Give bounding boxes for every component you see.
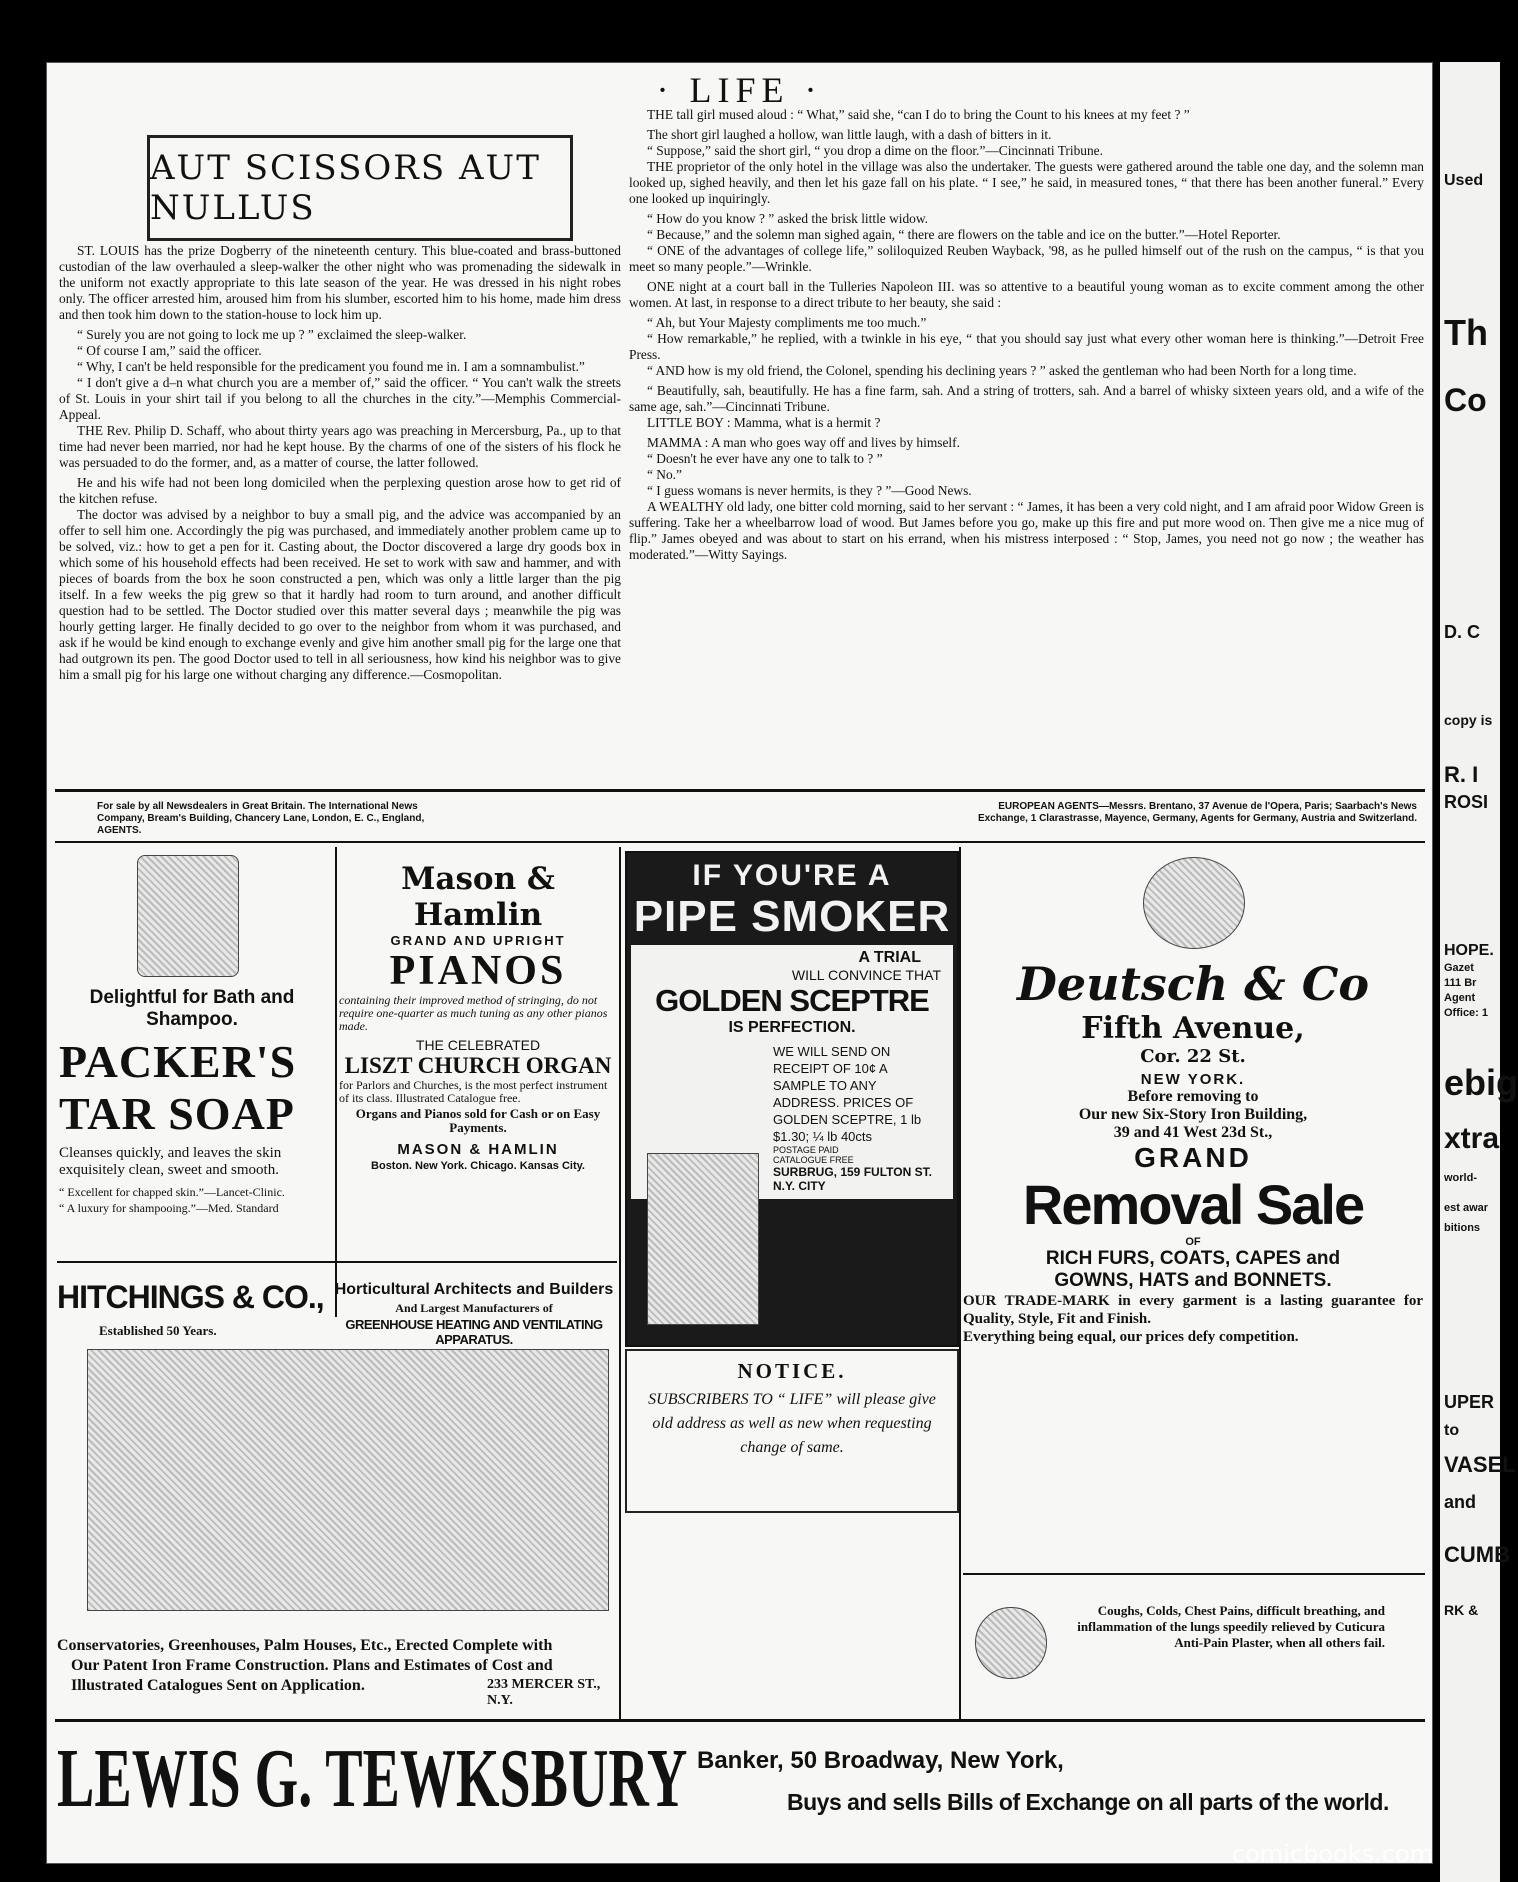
section-title: AUT SCISSORS AUT NULLUS bbox=[150, 148, 541, 228]
pipe-line-5: IS PERFECTION. bbox=[728, 1019, 856, 1036]
packers-quote-2: “ A luxury for shampooing.”—Med. Standard bbox=[59, 1201, 279, 1215]
divider bbox=[55, 841, 1425, 843]
strip-fragment: ROSI bbox=[1444, 792, 1489, 812]
article-paragraph: “ Of course I am,” said the officer. bbox=[77, 343, 262, 358]
strip-fragment: HOPE. bbox=[1444, 942, 1494, 959]
hitchings-ad bbox=[57, 1269, 617, 1717]
golden-sceptre-ad bbox=[625, 851, 959, 1347]
pipe-smoker-illustration bbox=[647, 1153, 759, 1325]
deutsch-before: Before removing to bbox=[1127, 1088, 1259, 1105]
left-article-column bbox=[59, 243, 621, 683]
cuticura-body: Coughs, Colds, Chest Pains, difficult breathing, and inflammation of the lungs speedily relieved by Cuticura Anti-Pain Plaster, when all others fail. bbox=[1077, 1603, 1385, 1650]
deutsch-items-1: RICH FURS, COATS, CAPES and bbox=[1045, 1248, 1341, 1269]
article-paragraph: “ How remarkable,” he replied, with a twinkle in his eye, “ that you should say just what every other woman here is thinking.”—Detroit Free Press. bbox=[629, 331, 1424, 362]
article-paragraph: “ I guess womans is never hermits, is they ? ”—Good News. bbox=[647, 483, 972, 498]
hitchings-line-3: GREENHOUSE HEATING AND VENTILATING APPARATUS. bbox=[345, 1317, 603, 1347]
article-paragraph: ONE night at a court ball in the Tulleries Napoleon III. was so attentive to a beautiful young woman as to excite comment among the other women. At last, in response to a direct tribute to her beauty, she said : bbox=[629, 279, 1424, 310]
mason-brand: Mason & Hamlin bbox=[401, 861, 555, 933]
cuticura-ad bbox=[965, 1583, 1423, 1703]
deutsch-equal: Everything being equal, our prices defy competition. bbox=[963, 1329, 1299, 1345]
article-paragraph: “ ONE of the advantages of college life,” soliloquized Reuben Wayback, '98, as he pulled himself out of the rush on the campus, “ is that you meet so many people.”—Wrinkle. bbox=[629, 243, 1424, 274]
hitchings-body-1: Conservatories, Greenhouses, Palm Houses, Etc., Erected Complete with bbox=[57, 1637, 553, 1654]
hitchings-address: 233 MERCER ST., N.Y. bbox=[487, 1677, 601, 1708]
pipe-offer: WE WILL SEND ON RECEIPT OF 10¢ A SAMPLE TO ANY ADDRESS. PRICES OF GOLDEN SCEPTRE, 1 lb $1.30; ¼ lb 40cts bbox=[773, 1044, 922, 1144]
mason-organ-desc: for Parlors and Churches, is the most perfect instrument of its class. Illustrated Catalogue free. bbox=[339, 1078, 608, 1105]
child-in-tub-illustration bbox=[137, 855, 239, 977]
hitchings-line-2: And Largest Manufacturers of bbox=[395, 1301, 553, 1315]
strip-fragment: UPER bbox=[1444, 1392, 1495, 1412]
deutsch-trademark: OUR TRADE-MARK in every garment is a lasting guarantee for Quality, Style, Fit and Finish. bbox=[963, 1293, 1423, 1327]
article-paragraph: “ Surely you are not going to lock me up ? ” exclaimed the sleep-walker. bbox=[77, 327, 467, 342]
deutsch-brand: Deutsch & Co bbox=[1016, 957, 1370, 1011]
strip-fragment: Gazet bbox=[1444, 962, 1474, 974]
strip-fragment: D. C bbox=[1444, 622, 1480, 642]
pipe-line-3: A TRIAL bbox=[858, 949, 921, 966]
hitchings-body-3: Illustrated Catalogues Sent on Application. bbox=[71, 1677, 365, 1694]
divider bbox=[55, 1719, 1425, 1722]
strip-fragment: Th bbox=[1444, 312, 1488, 353]
deutsch-building: Our new Six-Story Iron Building, bbox=[1078, 1106, 1308, 1123]
deutsch-sale: Removal Sale bbox=[1022, 1173, 1364, 1236]
article-paragraph: “ Ah, but Your Majesty compliments me too much.” bbox=[647, 315, 927, 330]
pipe-brand: GOLDEN SCEPTRE bbox=[655, 983, 929, 1018]
strip-fragment: and bbox=[1444, 1492, 1477, 1512]
tewksbury-line-1: Banker, 50 Broadway, New York, bbox=[697, 1747, 1064, 1774]
notice-title: NOTICE. bbox=[737, 1359, 847, 1383]
strip-fragment: world- bbox=[1444, 1172, 1477, 1184]
right-article-column bbox=[629, 107, 1424, 567]
watermark: comicbooks.com bbox=[1232, 1840, 1434, 1868]
pipe-catalogue: CATALOGUE FREE bbox=[773, 1155, 854, 1165]
pipe-postage: POSTAGE PAID bbox=[773, 1145, 839, 1155]
article-paragraph: THE Rev. Philip D. Schaff, who about thirty years ago was preaching in Mercersburg, Pa., up to that time had never been married, nor had he kept house. By the charms of one of the sisters of his flock he was persuaded to do the former, and, as a matter of course, the latter followed. bbox=[59, 423, 621, 470]
crown-emblem bbox=[1143, 857, 1245, 949]
strip-fragment: VASEL bbox=[1444, 1452, 1516, 1477]
article-paragraph: “ No.” bbox=[647, 467, 682, 482]
packers-tagline: Delightful for Bath and Shampoo. bbox=[89, 987, 295, 1030]
deutsch-of: OF bbox=[1185, 1236, 1201, 1248]
divider bbox=[959, 847, 961, 1719]
strip-fragment: to bbox=[1444, 1422, 1460, 1439]
strip-fragment: 111 Br bbox=[1444, 977, 1477, 989]
packers-name-1: PACKER'S bbox=[59, 1036, 297, 1087]
agents-right: EUROPEAN AGENTS—Messrs. Brentano, 37 Avenue de l'Opera, Paris; Saarbach's News Exchange, 1 Clarastrasse, Mayence, Germany, Agents for Germany, Austria and Switzerland. bbox=[977, 801, 1417, 824]
mason-sub: GRAND AND UPRIGHT bbox=[390, 933, 566, 948]
packers-tar-soap-ad bbox=[57, 847, 333, 1262]
deutsch-address: 39 and 41 West 23d St., bbox=[1113, 1124, 1273, 1141]
hitchings-name: HITCHINGS & CO., bbox=[57, 1279, 324, 1315]
strip-fragment: Office: 1 bbox=[1444, 1007, 1489, 1019]
strip-fragment: bitions bbox=[1444, 1222, 1481, 1234]
pipe-line-1: IF YOU'RE A bbox=[692, 859, 892, 892]
mason-hamlin-ad bbox=[339, 853, 617, 1253]
deutsch-co-ad bbox=[963, 853, 1423, 1373]
agents-left: For sale by all Newsdealers in Great Britain. The International News Company, Bream's Building, Chancery Lane, London, E. C., England, AGENTS. bbox=[97, 801, 425, 836]
article-paragraph: The doctor was advised by a neighbor to buy a small pig, and the advice was accompanied by an offer to sell him one. Accordingly the pig was purchased, and immediately another problem came up to be solved, viz.: how to get a pen for it. Casting about, the Doctor discovered a large dry goods box in which some of his household effects had been received. He set to work with saw and hammer, and with pieces of boards from the box he soon constructed a pen, which was only a little larger than the pig itself. In a few weeks the pig grew so that it hardly had room to turn around, and another difficult question had to be settled. The Doctor studied over this matter several days ; meanwhile the pig was hourly getting larger. He finally decided to go over to the neighbor from whom it was purchased, and ask if he would be kind enough to exchange evenly and give him another small pig for the large one that had outgrown its pen. The good Doctor used to tell in all seriousness, how kind his neighbor was to give him a small pig for his large one without charging any difference.—Cosmopolitan. bbox=[59, 507, 621, 682]
mason-celebrated: THE CELEBRATED bbox=[415, 1037, 541, 1053]
mason-company: MASON & HAMLIN bbox=[397, 1141, 559, 1158]
article-paragraph: “ How do you know ? ” asked the brisk little widow. bbox=[647, 211, 929, 226]
pipe-line-2: PIPE SMOKER bbox=[633, 892, 951, 941]
deutsch-corner: Cor. 22 St. bbox=[1140, 1046, 1246, 1067]
article-paragraph: A WEALTHY old lady, one bitter cold morning, said to her servant : “ James, it has been a very cold night, and I am afraid poor Widow Green is suffering. Take her a wheelbarrow load of wood. But James before you go, make up this fire and put more wood on. Then give me a nice mug of flip.” James obeyed and was about to start on his errand, when his mistress interposed : “ Stop, James, you need not go now ; the weather has moderated.”—Witty Sayings. bbox=[629, 499, 1424, 562]
strip-fragment: copy is bbox=[1444, 712, 1493, 728]
hitchings-body-2: Our Patent Iron Frame Construction. Plans and Estimates of Cost and bbox=[71, 1657, 553, 1674]
article-paragraph: “ Because,” and the solemn man sighed again, “ there are flowers on the table and ice on the butter.”—Hotel Reporter. bbox=[647, 227, 1281, 242]
tewksbury-ad bbox=[57, 1725, 1423, 1835]
deutsch-city: NEW YORK. bbox=[1140, 1071, 1246, 1088]
adjacent-page-strip bbox=[1440, 62, 1518, 1882]
divider bbox=[57, 1261, 617, 1263]
coughing-man-illustration bbox=[975, 1607, 1047, 1679]
strip-fragment: R. I bbox=[1444, 762, 1479, 787]
pipe-line-4: WILL CONVINCE THAT bbox=[791, 967, 941, 983]
article-paragraph: “ Suppose,” said the short girl, “ you drop a dime on the floor.”—Cincinnati Tribune. bbox=[647, 143, 1103, 158]
tewksbury-name: LEWIS G. TEWKSBURY bbox=[57, 1732, 688, 1826]
pipe-maker: SURBRUG, 159 FULTON ST. N.Y. CITY bbox=[773, 1165, 932, 1193]
deutsch-street: Fifth Avenue, bbox=[1081, 1011, 1305, 1046]
tewksbury-line-2: Buys and sells Bills of Exchange on all parts of the world. bbox=[787, 1789, 1389, 1815]
strip-fragment: Used bbox=[1444, 172, 1484, 189]
notice-box bbox=[625, 1349, 959, 1513]
article-paragraph: “ AND how is my old friend, the Colonel, spending his declining years ? ” asked the gentleman who had been North for a long time. bbox=[647, 363, 1357, 378]
deutsch-items-2: GOWNS, HATS and BONNETS. bbox=[1054, 1270, 1332, 1291]
mason-desc: containing their improved method of stringing, do not require one-quarter as much tuning as any other pianos made. bbox=[339, 993, 608, 1033]
strip-fragment: CUMB bbox=[1444, 1542, 1510, 1567]
strip-fragment: ebig bbox=[1444, 1062, 1518, 1103]
strip-fragment: xtra bbox=[1444, 1122, 1500, 1155]
newspaper-page bbox=[46, 62, 1433, 1864]
strip-fragment: est awar bbox=[1444, 1202, 1489, 1214]
article-paragraph: He and his wife had not been long domiciled when the perplexing question arose how to get rid of the kitchen refuse. bbox=[59, 475, 621, 506]
mason-cities: Boston. New York. Chicago. Kansas City. bbox=[371, 1160, 585, 1172]
mason-pianos: PIANOS bbox=[389, 948, 567, 994]
article-paragraph: THE proprietor of the only hotel in the village was also the undertaker. The guests were gathered around the table one day, and the solemn man looked up, sighed heavily, and then let his gaze fall on his plate. “ I see,” he said, in measured tones, “ that there has been another funeral.” Every one looked up inquiringly. bbox=[629, 159, 1424, 206]
article-paragraph: MAMMA : A man who goes way off and lives by himself. bbox=[647, 435, 960, 450]
hitchings-established: Established 50 Years. bbox=[99, 1323, 217, 1338]
mason-organ: LISZT CHURCH ORGAN bbox=[344, 1053, 612, 1078]
section-banner bbox=[147, 135, 573, 241]
packers-quote-1: “ Excellent for chapped skin.”—Lancet-Clinic. bbox=[59, 1185, 285, 1199]
article-paragraph: THE tall girl mused aloud : “ What,” said she, “can I do to bring the Count to his knees at my feet ? ” bbox=[647, 107, 1190, 122]
article-paragraph: ST. LOUIS has the prize Dogberry of the nineteenth century. This blue-coated and brass-buttoned custodian of the law overhauled a sleep-walker the other night who was promenading the sidewalk in the uniform not exactly appropriate to this late season of the year. He was dressed in his night robes only. The officer arrested him, aroused him from his slumber, escorted him to his home, made him dress and then took him down to the station-house to lock him up. bbox=[59, 243, 621, 322]
deutsch-grand: GRAND bbox=[1134, 1142, 1252, 1173]
packers-body: Cleanses quickly, and leaves the skin exquisitely clean, sweet and smooth. bbox=[59, 1145, 282, 1178]
strip-fragment: Agent bbox=[1444, 992, 1476, 1004]
article-paragraph: LITTLE BOY : Mamma, what is a hermit ? bbox=[647, 415, 881, 430]
greenhouse-illustration bbox=[87, 1349, 609, 1611]
mason-terms: Organs and Pianos sold for Cash or on Easy Payments. bbox=[355, 1106, 601, 1135]
divider bbox=[335, 847, 337, 1317]
divider bbox=[963, 1573, 1425, 1575]
article-paragraph: “ Why, I can't be held responsible for the predicament you found me in. I am a somnambulist.” bbox=[77, 359, 585, 374]
article-paragraph: “ I don't give a d–n what church you are a member of,” said the officer. “ You can't walk the streets of St. Louis in your shirt tail if you belong to all the churches in the city.”—Memphis Commercial-Appeal. bbox=[59, 375, 621, 422]
article-paragraph: The short girl laughed a hollow, wan little laugh, with a dash of bitters in it. bbox=[647, 127, 1052, 142]
divider bbox=[55, 789, 1425, 792]
article-paragraph: “ Beautifully, sah, beautifully. He has a fine farm, sah. And a string of trotters, sah. And a barrel of whisky sixteen years old, and a wife of the same age, sah.”—Cincinnati Tribune. bbox=[629, 383, 1424, 414]
strip-fragment: Co bbox=[1444, 382, 1487, 418]
packers-name-2: TAR SOAP bbox=[59, 1088, 295, 1139]
strip-fragment: RK & bbox=[1444, 1602, 1479, 1618]
hitchings-line-1: Horticultural Architects and Builders bbox=[334, 1281, 614, 1298]
notice-body: SUBSCRIBERS TO “ LIFE” will please give old address as well as new when requesting change of same. bbox=[648, 1391, 936, 1456]
page-header: · LIFE · bbox=[656, 70, 823, 110]
article-paragraph: “ Doesn't he ever have any one to talk to ? ” bbox=[647, 451, 883, 466]
divider bbox=[619, 847, 621, 1719]
